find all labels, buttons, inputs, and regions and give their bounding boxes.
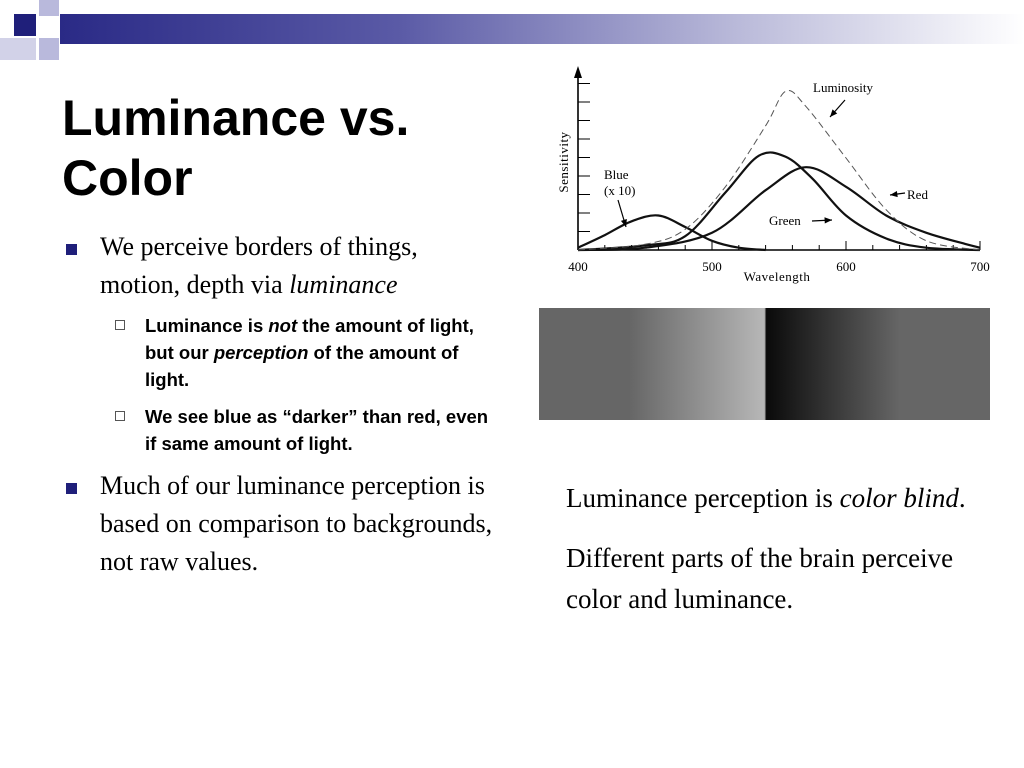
- bullet-item: [62, 228, 502, 304]
- subbullet-item: [62, 312, 502, 393]
- green-label: Green: [769, 213, 801, 228]
- sensitivity-chart: [540, 62, 1000, 292]
- y-axis-ticks: [578, 84, 590, 232]
- decor-square: [39, 0, 59, 16]
- bullet-text: Much of our luminance perception is based on comparison to backgrounds, not raw values.: [100, 471, 493, 576]
- note-text: Different parts of the brain perceive color and luminance.: [566, 543, 954, 614]
- note-text-part: Luminance perception is: [566, 483, 840, 513]
- x-tick-label: 400: [568, 259, 588, 274]
- bullet-item: [62, 467, 502, 581]
- slide-title: Luminance vs. Color: [62, 90, 410, 206]
- luminosity-label: Luminosity: [813, 80, 873, 95]
- blue-label-sub: (x 10): [604, 183, 636, 198]
- subbullet-emphasis: not: [268, 315, 298, 336]
- blue-label: Blue: [604, 167, 629, 182]
- subbullet-text: We see blue as “darker” than red, even if same amount of light.: [145, 406, 489, 454]
- header-gradient-bar: [60, 14, 1024, 44]
- y-axis-arrow: [574, 66, 582, 78]
- chart-annotations: [604, 80, 928, 228]
- bullet-emphasis: luminance: [289, 270, 398, 299]
- note-text-part: .: [958, 483, 966, 513]
- bullet-text: We perceive borders of things, motion, depth via: [100, 232, 418, 299]
- bullet-list: [62, 228, 502, 587]
- hollow-square-bullet-icon: [115, 411, 125, 421]
- bullet-square-icon: [66, 244, 77, 255]
- x-tick-label: 700: [970, 259, 990, 274]
- subbullet-emphasis: perception: [213, 342, 309, 363]
- subbullet-text: Luminance is: [145, 315, 269, 336]
- subbullet-text: the amount of light, but our: [145, 315, 474, 363]
- subbullet-item: [62, 403, 502, 457]
- note-text: [566, 478, 1006, 519]
- x-tick-label: 500: [702, 259, 722, 274]
- red-label: Red: [907, 187, 928, 202]
- note-emphasis: color blind: [839, 483, 959, 513]
- decor-square: [0, 38, 36, 60]
- notes: [566, 478, 1006, 639]
- red-pointer-head: [890, 191, 898, 197]
- luminance-gradient-bar: [539, 308, 990, 420]
- green-pointer-head: [824, 217, 832, 223]
- hollow-square-bullet-icon: [115, 320, 125, 330]
- x-axis-label: Wavelength: [743, 269, 811, 284]
- x-tick-label: 600: [836, 259, 856, 274]
- subbullet-text: of the amount of light.: [145, 342, 459, 390]
- bullet-square-icon: [66, 483, 77, 494]
- y-axis-label: Sensitivity: [556, 131, 571, 193]
- decor-square: [39, 38, 59, 60]
- decor-square: [14, 14, 36, 36]
